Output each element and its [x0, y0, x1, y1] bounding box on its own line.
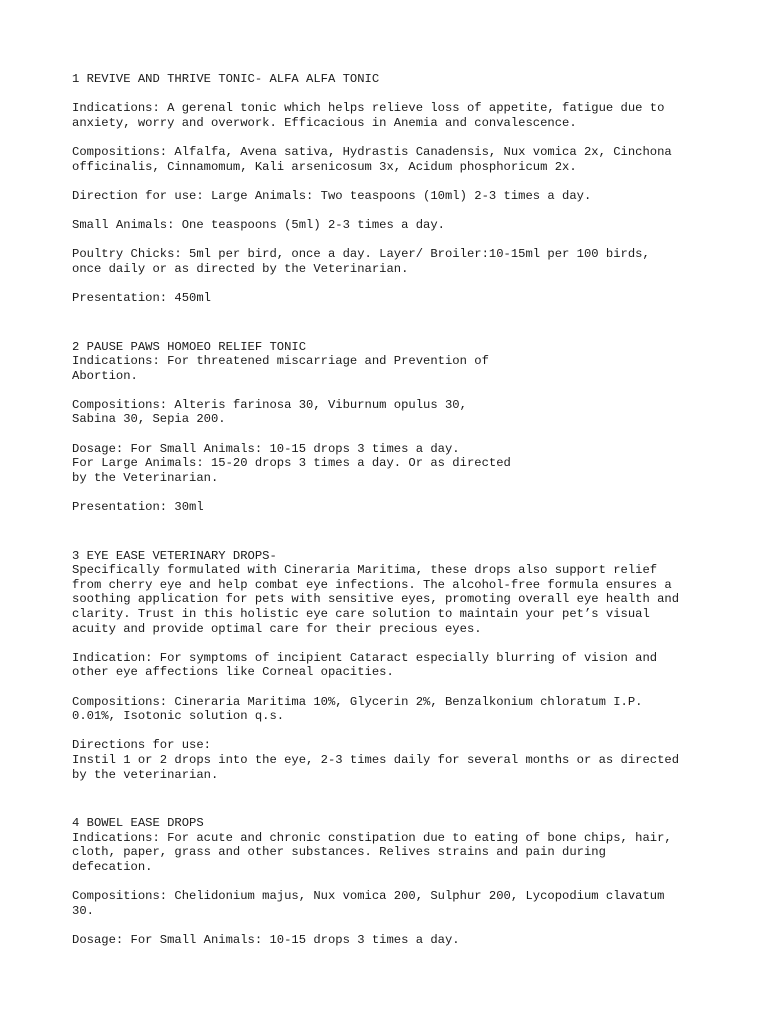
paragraph-gap: [72, 918, 712, 933]
product-section: [72, 816, 712, 947]
paragraph-gap: [72, 233, 712, 248]
paragraph-gap: [72, 130, 712, 145]
paragraph-gap: [72, 724, 712, 739]
paragraph: [72, 549, 712, 637]
text-line: by the veterinarian.: [72, 767, 219, 782]
text-line: 2 PAUSE PAWS HOMOEO RELIEF TONIC: [72, 339, 307, 354]
text-line: soothing application for pets with sensitive eyes, promoting overall eye health and: [72, 592, 680, 607]
paragraph: [72, 101, 712, 130]
text-line: Small Animals: One teaspoons (5ml) 2-3 times a day.: [72, 217, 445, 232]
paragraph: [72, 933, 712, 948]
product-section: [72, 549, 712, 783]
paragraph: [72, 695, 712, 724]
section-gap: [72, 782, 712, 816]
document-page: [72, 72, 712, 947]
paragraph: [72, 889, 712, 918]
paragraph: [72, 442, 712, 486]
text-line: officinalis, Cinnamomum, Kali arsenicosum 3x, Acidum phosphoricum 2x.: [72, 159, 577, 174]
paragraph: [72, 398, 712, 427]
text-line: Abortion.: [72, 368, 138, 383]
text-line: Indications: A gerenal tonic which helps relieve loss of appetite, fatigue due to: [72, 101, 665, 116]
paragraph: [72, 340, 712, 384]
text-line: Indication: For symptoms of incipient Cataract especially blurring of vision and: [72, 650, 658, 665]
section-gap: [72, 306, 712, 340]
text-line: Dosage: For Small Animals: 10-15 drops 3 times a day.: [72, 441, 460, 456]
text-line: Compositions: Chelidonium majus, Nux vomica 200, Sulphur 200, Lycopodium clavatum: [72, 889, 665, 904]
text-line: Indications: For threatened miscarriage and Prevention of: [72, 354, 489, 369]
paragraph: [72, 738, 712, 782]
paragraph: [72, 291, 712, 306]
text-line: Instil 1 or 2 drops into the eye, 2-3 times daily for several months or as directed: [72, 752, 680, 767]
text-line: Dosage: For Small Animals: 10-15 drops 3 times a day.: [72, 932, 460, 947]
text-line: 3 EYE EASE VETERINARY DROPS-: [72, 548, 277, 563]
text-line: once daily or as directed by the Veterinarian.: [72, 261, 409, 276]
paragraph-gap: [72, 203, 712, 218]
paragraph-gap: [72, 680, 712, 695]
text-line: clarity. Trust in this holistic eye care solution to maintain your pet’s visual: [72, 607, 650, 621]
paragraph-gap: [72, 427, 712, 442]
text-line: Compositions: Alfalfa, Avena sativa, Hydrastis Canadensis, Nux vomica 2x, Cinchona: [72, 144, 672, 159]
text-line: Presentation: 450ml: [72, 290, 211, 305]
text-line: anxiety, worry and overwork. Efficacious in Anemia and convalescence.: [72, 115, 577, 130]
paragraph: [72, 145, 712, 174]
paragraph-gap: [72, 383, 712, 398]
section-gap: [72, 515, 712, 549]
paragraph: [72, 247, 712, 276]
text-line: acuity and provide optimal care for their precious eyes.: [72, 621, 482, 636]
text-line: Directions for use:: [72, 738, 211, 753]
text-line: from cherry eye and help combat eye infections. The alcohol-free formula ensures a: [72, 577, 672, 592]
paragraph-gap: [72, 174, 712, 189]
text-line: cloth, paper, grass and other substances. Relives strains and pain during: [72, 845, 606, 860]
text-line: 4 BOWEL EASE DROPS: [72, 816, 204, 831]
text-line: 1 REVIVE AND THRIVE TONIC- ALFA ALFA TONIC: [72, 72, 380, 86]
paragraph-gap: [72, 875, 712, 890]
text-line: defecation.: [72, 859, 153, 874]
text-line: Compositions: Alteris farinosa 30, Viburnum opulus 30,: [72, 397, 467, 412]
paragraph: [72, 500, 712, 515]
paragraph-gap: [72, 636, 712, 651]
text-line: Direction for use: Large Animals: Two teaspoons (10ml) 2-3 times a day.: [72, 188, 592, 203]
text-line: For Large Animals: 15-20 drops 3 times a day. Or as directed: [72, 456, 511, 471]
text-line: Poultry Chicks: 5ml per bird, once a day. Layer/ Broiler:10-15ml per 100 birds,: [72, 247, 650, 262]
paragraph-gap: [72, 87, 712, 102]
product-section: [72, 72, 712, 306]
paragraph: [72, 72, 712, 87]
paragraph: [72, 189, 712, 204]
text-line: 30.: [72, 903, 94, 918]
paragraph: [72, 651, 712, 680]
text-line: Presentation: 30ml: [72, 500, 204, 515]
paragraph-gap: [72, 485, 712, 500]
text-line: 0.01%, Isotonic solution q.s.: [72, 709, 285, 724]
paragraph-gap: [72, 276, 712, 291]
paragraph: [72, 816, 712, 874]
text-line: Compositions: Cineraria Maritima 10%, Glycerin 2%, Benzalkonium chloratum I.P.: [72, 694, 643, 709]
product-section: [72, 340, 712, 515]
text-line: Sabina 30, Sepia 200.: [72, 412, 226, 427]
text-line: Indications: For acute and chronic constipation due to eating of bone chips, hair,: [72, 830, 672, 845]
paragraph: [72, 218, 712, 233]
text-line: by the Veterinarian.: [72, 470, 219, 485]
text-line: other eye affections like Corneal opacities.: [72, 665, 394, 680]
text-line: Specifically formulated with Cineraria Maritima, these drops also support relief: [72, 563, 658, 578]
